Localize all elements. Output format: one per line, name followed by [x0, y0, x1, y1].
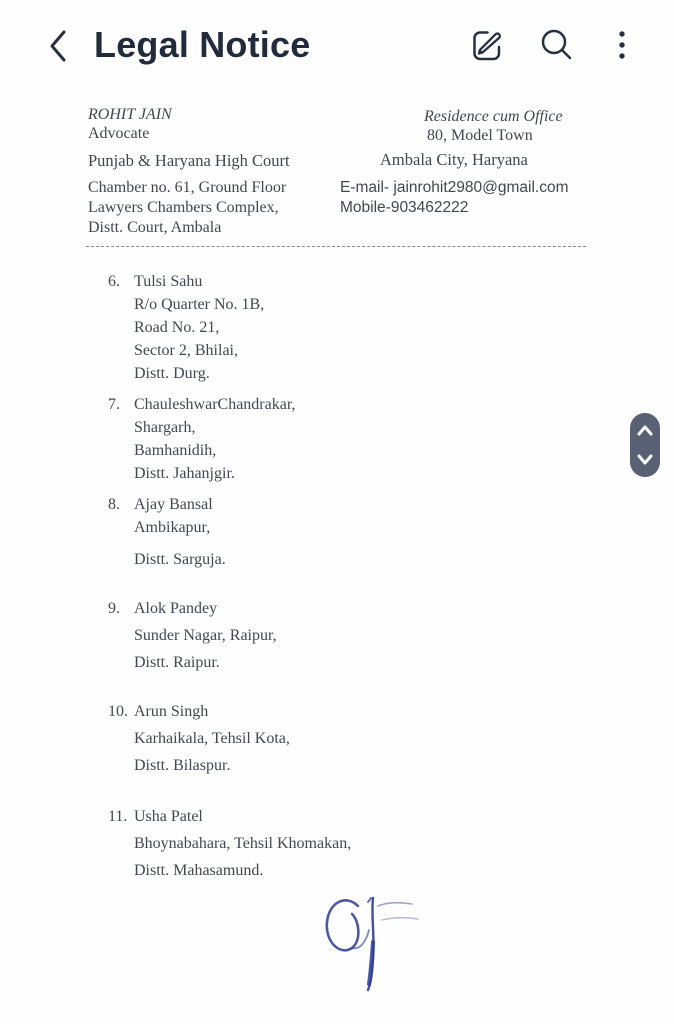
party-item-10 [108, 700, 290, 777]
chamber-address-line: Distt. Court, Ambala [88, 219, 222, 236]
party-number: 10. [108, 703, 128, 720]
party-item-6 [108, 270, 264, 385]
back-button[interactable] [36, 24, 80, 68]
scroll-up-button[interactable] [630, 413, 660, 445]
kebab-menu-icon [616, 27, 628, 63]
party-line: Road No. 21, [134, 319, 220, 336]
party-line: Distt. Durg. [134, 365, 210, 382]
signature-ink [316, 890, 446, 1008]
party-lines [134, 805, 351, 882]
party-number: 7. [108, 396, 120, 413]
party-line: ChauleshwarChandrakar, [134, 396, 296, 413]
party-line: Usha Patel [134, 808, 203, 825]
party-line: Shargarh, [134, 419, 196, 436]
chevron-up-icon [630, 415, 660, 443]
party-lines [134, 597, 277, 674]
party-number: 8. [108, 496, 120, 513]
party-line: Distt. Raipur. [134, 654, 220, 671]
mobile-line: Mobile-903462222 [340, 199, 469, 216]
edit-button[interactable] [465, 23, 509, 67]
chamber-address-line: Chamber no. 61, Ground Floor [88, 179, 287, 196]
party-line: Tulsi Sahu [134, 273, 203, 290]
party-line: Ajay Bansal [134, 496, 213, 513]
search-button[interactable] [534, 23, 578, 67]
chamber-address-line: Lawyers Chambers Complex, [88, 199, 279, 216]
party-line: Ambikapur, [134, 519, 211, 536]
party-item-11 [108, 805, 351, 882]
app-bar [0, 0, 674, 92]
email-line: E-mail- jainrohit2980@gmail.com [340, 179, 569, 196]
party-line: Distt. Bilaspur. [134, 757, 231, 774]
search-icon [536, 25, 576, 65]
contact-block [340, 178, 569, 218]
party-item-7 [108, 393, 296, 485]
party-line: Sunder Nagar, Raipur, [134, 627, 277, 644]
advocate-court: Punjab & Haryana High Court [88, 151, 290, 170]
party-lines [134, 493, 226, 571]
party-line: Karhaikala, Tehsil Kota, [134, 730, 290, 747]
office-city: Ambala City, Haryana [380, 150, 528, 169]
office-address: 80, Model Town [427, 127, 533, 144]
party-line: Bamhanidih, [134, 442, 217, 459]
page-title: Legal Notice [94, 24, 311, 65]
party-line: Distt. Jahanjgir. [134, 465, 235, 482]
party-line: Arun Singh [134, 703, 209, 720]
compose-icon [467, 25, 507, 65]
party-lines [134, 393, 296, 485]
overflow-menu-button[interactable] [600, 23, 644, 67]
party-line: Sector 2, Bhilai, [134, 342, 238, 359]
party-number: 6. [108, 273, 120, 290]
party-line: Distt. Sarguja. [134, 551, 226, 568]
scroll-down-button[interactable] [630, 445, 660, 477]
party-lines [134, 270, 264, 385]
chamber-address [88, 178, 286, 238]
advocate-name: ROHIT JAIN [88, 106, 172, 123]
back-chevron-icon [47, 29, 69, 63]
party-item-8 [108, 493, 226, 571]
party-line: Bhoynabahara, Tehsil Khomakan, [134, 835, 352, 852]
dashed-divider [86, 246, 586, 247]
party-item-9 [108, 597, 277, 674]
party-line: Alok Pandey [134, 600, 218, 617]
office-title: Residence cum Office [424, 108, 563, 125]
party-number: 11. [108, 808, 128, 825]
scroll-pill [630, 413, 660, 477]
advocate-role: Advocate [88, 125, 150, 142]
party-line: Distt. Mahasamund. [134, 862, 264, 879]
party-number: 9. [108, 600, 120, 617]
chevron-down-icon [630, 447, 660, 475]
party-line: R/o Quarter No. 1B, [134, 296, 265, 313]
party-lines [134, 700, 290, 777]
